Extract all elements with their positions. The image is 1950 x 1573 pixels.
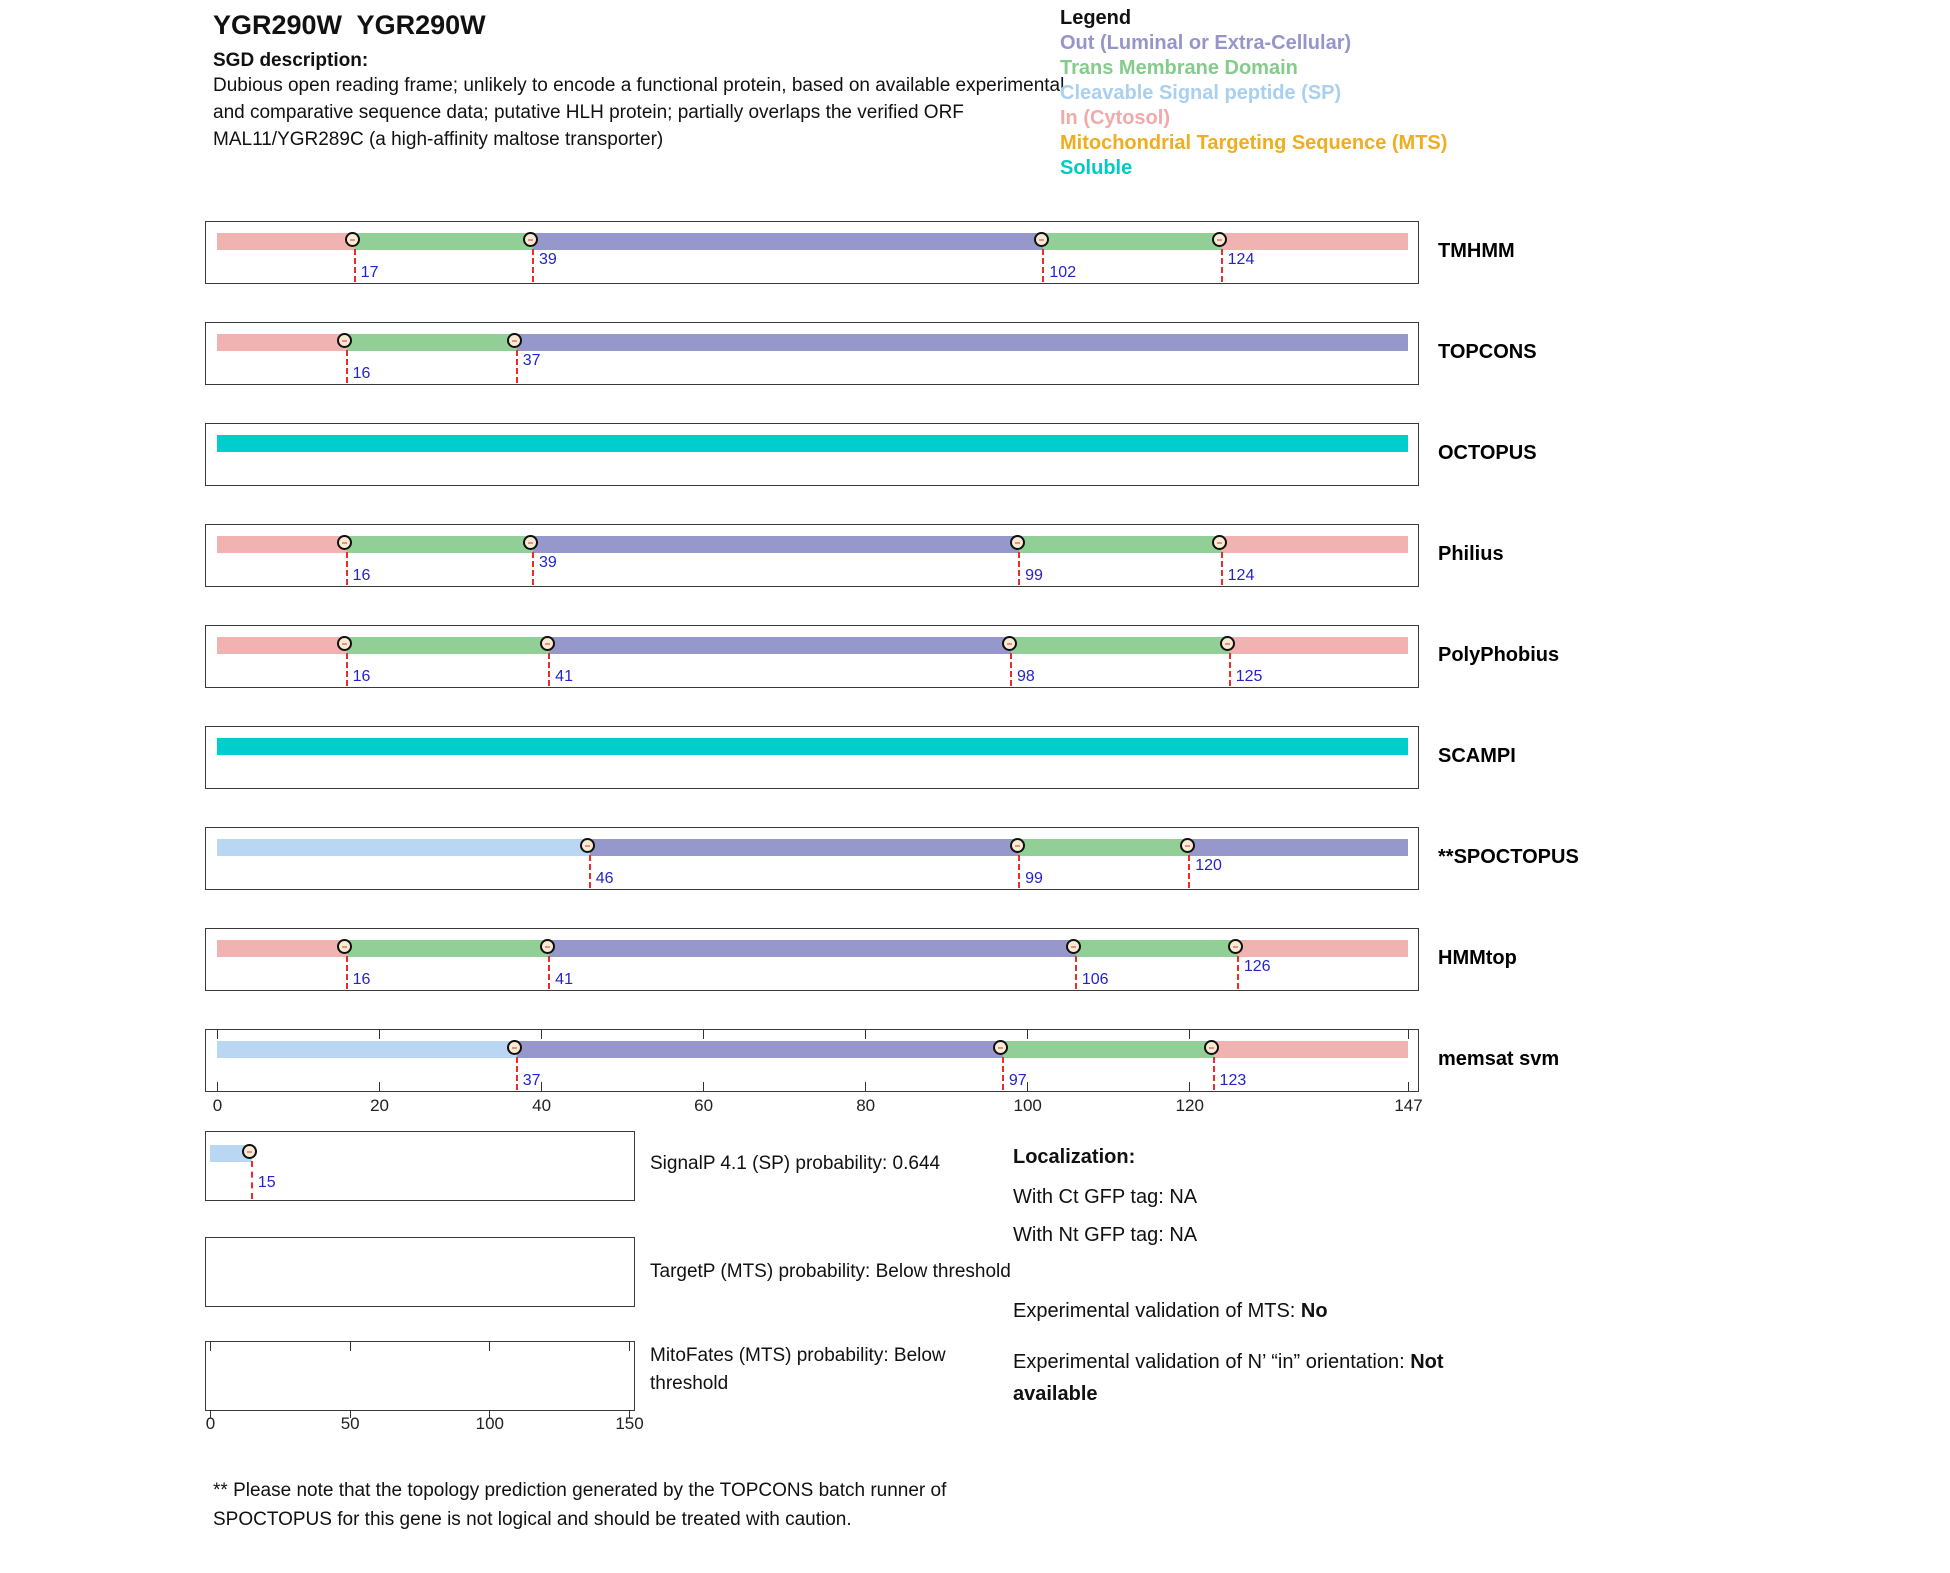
segment-in (217, 637, 347, 654)
inner-tick (541, 1030, 542, 1039)
mitofates-axis-tick-label: 100 (475, 1414, 505, 1433)
boundary-marker (1034, 232, 1049, 247)
inner-tick (489, 1342, 490, 1351)
boundary-label: 16 (352, 567, 371, 584)
boundary-label: 39 (538, 554, 557, 571)
boundary-label: 41 (555, 971, 573, 988)
segment-out (590, 839, 1019, 856)
boundary-marker (1010, 535, 1025, 550)
legend-items (1060, 31, 1447, 181)
sgd-description-text: Dubious open reading frame; unlikely to encode a functional protein, based on available experimental and comparative sequence data; putative HLH protein; partially overlaps the verified ORF MAL11/YGR289C (a high-affinity maltose transporter) (213, 75, 1065, 150)
boundary-marker (1010, 838, 1025, 853)
boundary-line (532, 249, 534, 282)
track-box (205, 827, 1419, 890)
boundary-marker (1180, 838, 1195, 853)
boundary-label: 99 (1025, 870, 1043, 887)
inner-tick (703, 1030, 704, 1039)
segment-out (533, 536, 1019, 553)
boundary-line (1229, 653, 1231, 686)
boundary-label: 39 (538, 251, 557, 268)
x-axis-tick-label: 147 (1394, 1096, 1423, 1115)
track-box (205, 221, 1419, 284)
track-row (205, 423, 1905, 486)
boundary-marker (1204, 1040, 1219, 1055)
segment-soluble (217, 738, 1408, 755)
localization-title: Localization: (1013, 1146, 1136, 1168)
segment-out (517, 334, 1408, 351)
boundary-line (346, 956, 348, 989)
legend-title: Legend (1060, 7, 1132, 29)
mts-validation-line (1013, 1300, 1328, 1323)
track-label: TMHMM (1438, 240, 1515, 262)
boundary-line (1221, 249, 1223, 282)
track-row (205, 625, 1905, 688)
boundary-line (1010, 653, 1012, 686)
orientation-validation-label: Experimental validation of N’ “in” orientation: (1013, 1351, 1411, 1373)
track-row (205, 322, 1905, 385)
x-axis-tick-label: 20 (370, 1096, 389, 1115)
segment-tm (1003, 1041, 1214, 1058)
segment-tm (347, 536, 533, 553)
boundary-label: 102 (1049, 264, 1077, 281)
boundary-label: 124 (1227, 251, 1255, 268)
track-label: SCAMPI (1438, 745, 1516, 767)
mts-validation-label: Experimental validation of MTS: (1013, 1300, 1301, 1322)
boundary-label: 41 (555, 668, 573, 685)
segment-tm (1076, 940, 1238, 957)
inner-tick (865, 1030, 866, 1039)
sgd-description-label: SGD description: (213, 50, 369, 71)
track-row (205, 928, 1905, 991)
boundary-line (1188, 855, 1190, 888)
track-label: PolyPhobius (1438, 644, 1560, 666)
boundary-line (1237, 956, 1239, 989)
segment-in (217, 536, 347, 553)
mitofates-plot-box (205, 1341, 635, 1411)
boundary-label: 126 (1243, 958, 1271, 975)
mitofates-axis-tick-label: 150 (615, 1414, 644, 1433)
segment-tm (355, 233, 533, 250)
boundary-label: 16 (352, 365, 371, 382)
boundary-label: 124 (1227, 567, 1255, 584)
boundary-line (1002, 1057, 1004, 1090)
segment-out (517, 1041, 1003, 1058)
track-box (205, 423, 1419, 486)
boundary-line (548, 653, 550, 686)
inner-tick (865, 1082, 866, 1091)
segment-sp (217, 839, 590, 856)
track-row (205, 1029, 1905, 1092)
boundary-line (1042, 249, 1044, 282)
boundary-line (589, 855, 591, 888)
boundary-label: 125 (1235, 668, 1263, 685)
localization-ct-gfp-line: With Ct GFP tag: NA (1013, 1186, 1198, 1208)
boundary-label: 97 (1008, 1072, 1027, 1089)
legend (1060, 6, 1447, 181)
segment-soluble (217, 435, 1408, 452)
boundary-line (346, 350, 348, 383)
inner-tick (1408, 1082, 1409, 1091)
boundary-line (516, 350, 518, 383)
localization-nt-gfp-line: With Nt GFP tag: NA (1013, 1224, 1198, 1246)
segment-in (1214, 1041, 1408, 1058)
segment-out (549, 637, 1011, 654)
inner-tick (1408, 1030, 1409, 1039)
boundary-line (346, 653, 348, 686)
inner-tick (1189, 1082, 1190, 1091)
mitofates-axis-tick-label: 50 (340, 1414, 360, 1433)
x-axis-tick-label: 120 (1175, 1096, 1204, 1115)
x-axis-tick-label: 80 (856, 1096, 876, 1115)
track-box (205, 322, 1419, 385)
boundary-line (516, 1057, 518, 1090)
segment-tm (1019, 839, 1189, 856)
track-row (205, 726, 1905, 789)
inner-tick (210, 1342, 211, 1351)
boundary-label: 17 (360, 264, 379, 281)
track-box (205, 1029, 1419, 1092)
boundary-marker (242, 1144, 257, 1159)
mts-validation-value: No (1300, 1300, 1328, 1322)
targetp-plot-box (205, 1237, 635, 1307)
boundary-label: 46 (595, 870, 614, 887)
x-axis-tick-label: 0 (212, 1096, 223, 1115)
segment-out (549, 940, 1076, 957)
track-row (205, 524, 1905, 587)
segment-in (1230, 637, 1408, 654)
boundary-marker (540, 939, 555, 954)
boundary-label: 15 (257, 1174, 276, 1191)
boundary-line (251, 1161, 253, 1199)
segment-tm (1019, 536, 1222, 553)
page-title: YGR290W YGR290W (213, 10, 486, 40)
boundary-label: 37 (522, 1072, 541, 1089)
boundary-marker (540, 636, 555, 651)
inner-tick (1027, 1082, 1028, 1091)
track-label: Philius (1438, 543, 1504, 565)
boundary-line (532, 552, 534, 585)
mitofates-axis-tick-label: 0 (205, 1414, 216, 1433)
segment-out (1189, 839, 1408, 856)
segment-in (1222, 233, 1408, 250)
boundary-line (1221, 552, 1223, 585)
segment-in (1222, 536, 1408, 553)
mitofates-caption: MitoFates (MTS) probability: Below threshold (650, 1345, 946, 1394)
inner-tick (350, 1342, 351, 1351)
segment-in (1238, 940, 1408, 957)
inner-tick (379, 1030, 380, 1039)
segment-tm (1011, 637, 1230, 654)
boundary-label: 98 (1017, 668, 1035, 685)
boundary-line (354, 249, 356, 282)
boundary-label: 99 (1025, 567, 1043, 584)
legend-item-in: In (Cytosol) (1060, 107, 1170, 129)
boundary-line (1018, 855, 1020, 888)
segment-tm (347, 637, 550, 654)
segment-in (217, 940, 347, 957)
segment-in (217, 334, 347, 351)
inner-tick (217, 1082, 218, 1091)
legend-item-tm: Trans Membrane Domain (1060, 57, 1298, 79)
track-label: OCTOPUS (1438, 442, 1537, 464)
inner-tick (379, 1082, 380, 1091)
footnote: ** Please note that the topology prediction generated by the TOPCONS batch runner of SPOCTOPUS for this gene is not logical and should be treated with caution. (213, 1480, 947, 1530)
segment-tm (1043, 233, 1221, 250)
track-label: **SPOCTOPUS (1438, 846, 1579, 868)
boundary-label: 37 (522, 352, 541, 369)
orientation-validation-line (1013, 1346, 1483, 1410)
legend-item-sp: Cleavable Signal peptide (SP) (1060, 82, 1342, 104)
boundary-line (1018, 552, 1020, 585)
boundary-line (346, 552, 348, 585)
inner-tick (1027, 1030, 1028, 1039)
track-box (205, 726, 1419, 789)
inner-tick (703, 1082, 704, 1091)
boundary-line (548, 956, 550, 989)
inner-tick (629, 1342, 630, 1351)
boundary-line (1075, 956, 1077, 989)
boundary-marker (1002, 636, 1017, 651)
segment-tm (347, 334, 517, 351)
legend-item-mts: Mitochondrial Targeting Sequence (MTS) (1060, 132, 1448, 154)
segment-in (217, 233, 355, 250)
boundary-label: 16 (352, 971, 371, 988)
targetp-caption: TargetP (MTS) probability: Below threshold (650, 1261, 1011, 1282)
track-box (205, 625, 1419, 688)
segment-out (533, 233, 1043, 250)
boundary-label: 106 (1081, 971, 1109, 988)
track-label: TOPCONS (1438, 341, 1537, 363)
legend-item-out: Out (Luminal or Extra-Cellular) (1060, 32, 1352, 54)
track-box (205, 524, 1419, 587)
boundary-label: 16 (352, 668, 371, 685)
boundary-label: 120 (1195, 857, 1222, 874)
orientation-validation-value: Not available (1013, 1351, 1444, 1405)
signalp-caption: SignalP 4.1 (SP) probability: 0.644 (650, 1153, 941, 1174)
x-axis-tick-label: 40 (532, 1096, 552, 1115)
inner-tick (217, 1030, 218, 1039)
track-box (205, 928, 1419, 991)
inner-tick (541, 1082, 542, 1091)
segment-sp (217, 1041, 517, 1058)
inner-tick (1189, 1030, 1190, 1039)
track-label: HMMtop (1438, 947, 1517, 969)
boundary-label: 123 (1219, 1072, 1247, 1089)
track-label: memsat svm (1438, 1048, 1560, 1070)
segment-tm (347, 940, 550, 957)
legend-item-soluble: Soluble (1060, 157, 1133, 179)
track-row (205, 827, 1905, 890)
boundary-line (1213, 1057, 1215, 1090)
track-row (205, 221, 1905, 284)
signalp-plot-box (205, 1131, 635, 1201)
x-axis-tick-label: 60 (694, 1096, 714, 1115)
x-axis-tick-label: 100 (1013, 1096, 1042, 1115)
